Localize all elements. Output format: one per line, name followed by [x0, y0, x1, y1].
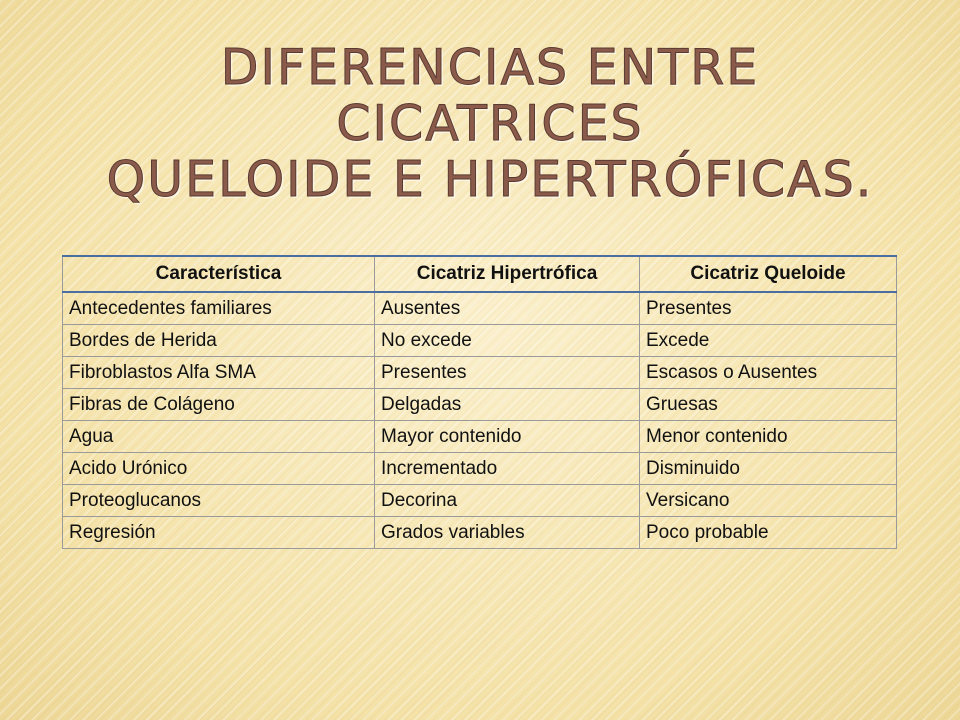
slide-title	[60, 40, 920, 208]
comparison-table	[62, 255, 897, 549]
cell-caracteristica: Agua	[63, 421, 375, 453]
cell-hipertrofica: Decorina	[375, 485, 640, 517]
cell-hipertrofica: Ausentes	[375, 292, 640, 325]
cell-caracteristica: Regresión	[63, 517, 375, 549]
cell-hipertrofica: Mayor contenido	[375, 421, 640, 453]
cell-queloide: Versicano	[640, 485, 897, 517]
header-caracteristica: Característica	[63, 256, 375, 292]
cell-caracteristica: Bordes de Herida	[63, 325, 375, 357]
cell-queloide: Excede	[640, 325, 897, 357]
table-row	[63, 517, 897, 549]
table-row	[63, 389, 897, 421]
table-row	[63, 485, 897, 517]
cell-hipertrofica: No excede	[375, 325, 640, 357]
table-header-row	[63, 256, 897, 292]
comparison-table-container	[62, 255, 896, 549]
header-cicatriz-hipertrofica: Cicatriz Hipertrófica	[375, 256, 640, 292]
slide-title-line-2: QUELOIDE E HIPERTRÓFICAS.	[106, 151, 874, 208]
table-row	[63, 421, 897, 453]
slide-title-line-1: DIFERENCIAS ENTRE CICATRICES	[220, 39, 760, 152]
cell-hipertrofica: Incrementado	[375, 453, 640, 485]
cell-caracteristica: Proteoglucanos	[63, 485, 375, 517]
cell-caracteristica: Fibras de Colágeno	[63, 389, 375, 421]
table-row	[63, 292, 897, 325]
cell-caracteristica: Fibroblastos Alfa SMA	[63, 357, 375, 389]
cell-hipertrofica: Grados variables	[375, 517, 640, 549]
cell-hipertrofica: Presentes	[375, 357, 640, 389]
cell-queloide: Menor contenido	[640, 421, 897, 453]
cell-queloide: Escasos o Ausentes	[640, 357, 897, 389]
cell-queloide: Poco probable	[640, 517, 897, 549]
header-cicatriz-queloide: Cicatriz Queloide	[640, 256, 897, 292]
cell-caracteristica: Antecedentes familiares	[63, 292, 375, 325]
table-row	[63, 357, 897, 389]
table-row	[63, 453, 897, 485]
cell-queloide: Disminuido	[640, 453, 897, 485]
cell-queloide: Presentes	[640, 292, 897, 325]
cell-queloide: Gruesas	[640, 389, 897, 421]
cell-caracteristica: Acido Urónico	[63, 453, 375, 485]
table-row	[63, 325, 897, 357]
cell-hipertrofica: Delgadas	[375, 389, 640, 421]
